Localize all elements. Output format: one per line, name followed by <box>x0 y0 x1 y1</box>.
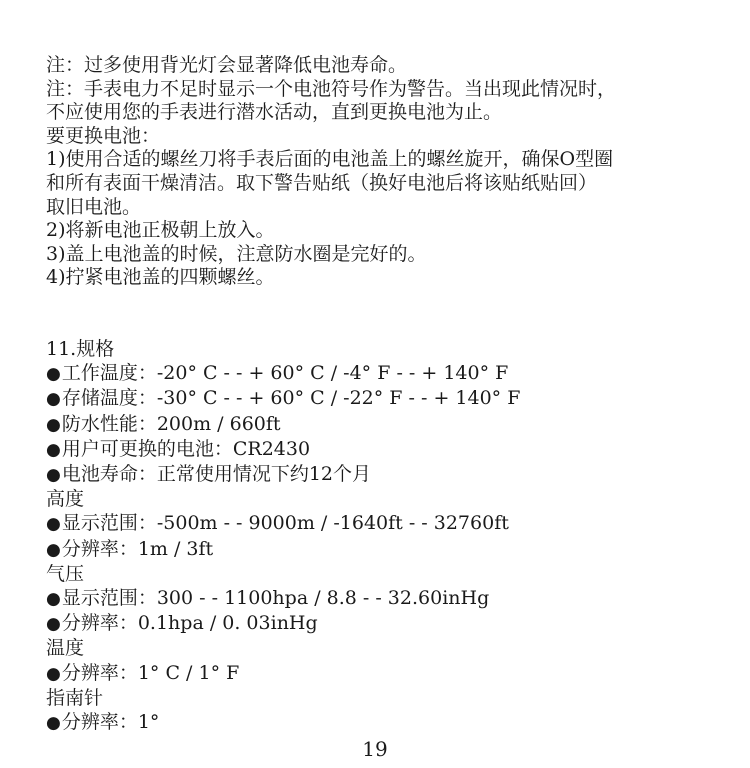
spec-subheading: 气压 <box>46 562 85 585</box>
note-line: 取旧电池。 <box>46 195 142 218</box>
spec-text: 用户可更换的电池：CR2430 <box>61 437 311 460</box>
spec-text: 显示范围：-500m - - 9000m / -1640ft - - 32760ft <box>61 512 509 535</box>
spec-item <box>46 511 726 536</box>
spec-item <box>46 462 726 487</box>
spec-text: 显示范围：300 - - 1100hpa / 8.8 - - 32.60inHg <box>61 587 490 610</box>
spec-item <box>46 710 726 735</box>
battery-notes-section <box>46 54 726 290</box>
bullet-icon: ● <box>46 514 61 535</box>
bullet-icon: ● <box>46 465 61 486</box>
spec-item <box>46 537 726 562</box>
spec-text: 分辨率：1m / 3ft <box>61 537 214 560</box>
spec-item <box>46 412 726 437</box>
spec-subheading: 温度 <box>46 637 85 660</box>
bullet-icon: ● <box>46 663 61 684</box>
specifications-section <box>46 337 726 735</box>
spec-subheading: 高度 <box>46 488 85 511</box>
spec-subheading: 指南针 <box>46 686 104 709</box>
spec-item <box>46 611 726 636</box>
section-heading: 11.规格 <box>46 338 115 360</box>
spec-text: 分辨率：0.1hpa / 0. 03inHg <box>61 612 318 635</box>
note-line: 3)盖上电池盖的时候，注意防水圈是完好的。 <box>46 242 427 265</box>
bullet-icon: ● <box>46 589 61 610</box>
note-line: 注：手表电力不足时显示一个电池符号作为警告。当出现此情况时， <box>46 77 617 100</box>
spec-text: 电池寿命：正常使用情况下约12个月 <box>61 463 372 486</box>
bullet-icon: ● <box>46 364 61 385</box>
bullet-icon: ● <box>46 439 61 460</box>
bullet-icon: ● <box>46 414 61 435</box>
note-line: 1)使用合适的螺丝刀将手表后面的电池盖上的螺丝旋开，确保O型圈 <box>46 148 614 171</box>
bullet-icon: ● <box>46 539 61 560</box>
note-line: 不应使用您的手表进行潜水活动，直到更换电池为止。 <box>46 101 503 124</box>
page-number: 19 <box>362 737 388 761</box>
note-line: 4)拧紧电池盖的四颗螺丝。 <box>46 266 275 289</box>
bullet-icon: ● <box>46 614 61 635</box>
spec-item <box>46 661 726 686</box>
note-line: 注：过多使用背光灯会显著降低电池寿命。 <box>46 54 408 76</box>
spec-text: 工作温度：-20° C - - + 60° C / -4° F - - + 140° F <box>61 362 509 385</box>
spec-item <box>46 586 726 611</box>
spec-item <box>46 361 726 386</box>
bullet-icon: ● <box>46 389 61 410</box>
bullet-icon: ● <box>46 713 61 734</box>
note-line: 和所有表面干燥清洁。取下警告贴纸（换好电池后将该贴纸贴回） <box>46 171 598 194</box>
spec-item <box>46 386 726 411</box>
spec-item <box>46 437 726 462</box>
spec-text: 存储温度：-30° C - - + 60° C / -22° F - - + 140° F <box>61 387 521 410</box>
spec-text: 分辨率：1° C / 1° F <box>61 661 240 684</box>
note-line: 要更换电池： <box>46 124 161 147</box>
spec-text: 分辨率：1° <box>61 711 160 734</box>
note-line: 2)将新电池正极朝上放入。 <box>46 219 275 242</box>
spec-text: 防水性能：200m / 660ft <box>61 412 281 435</box>
